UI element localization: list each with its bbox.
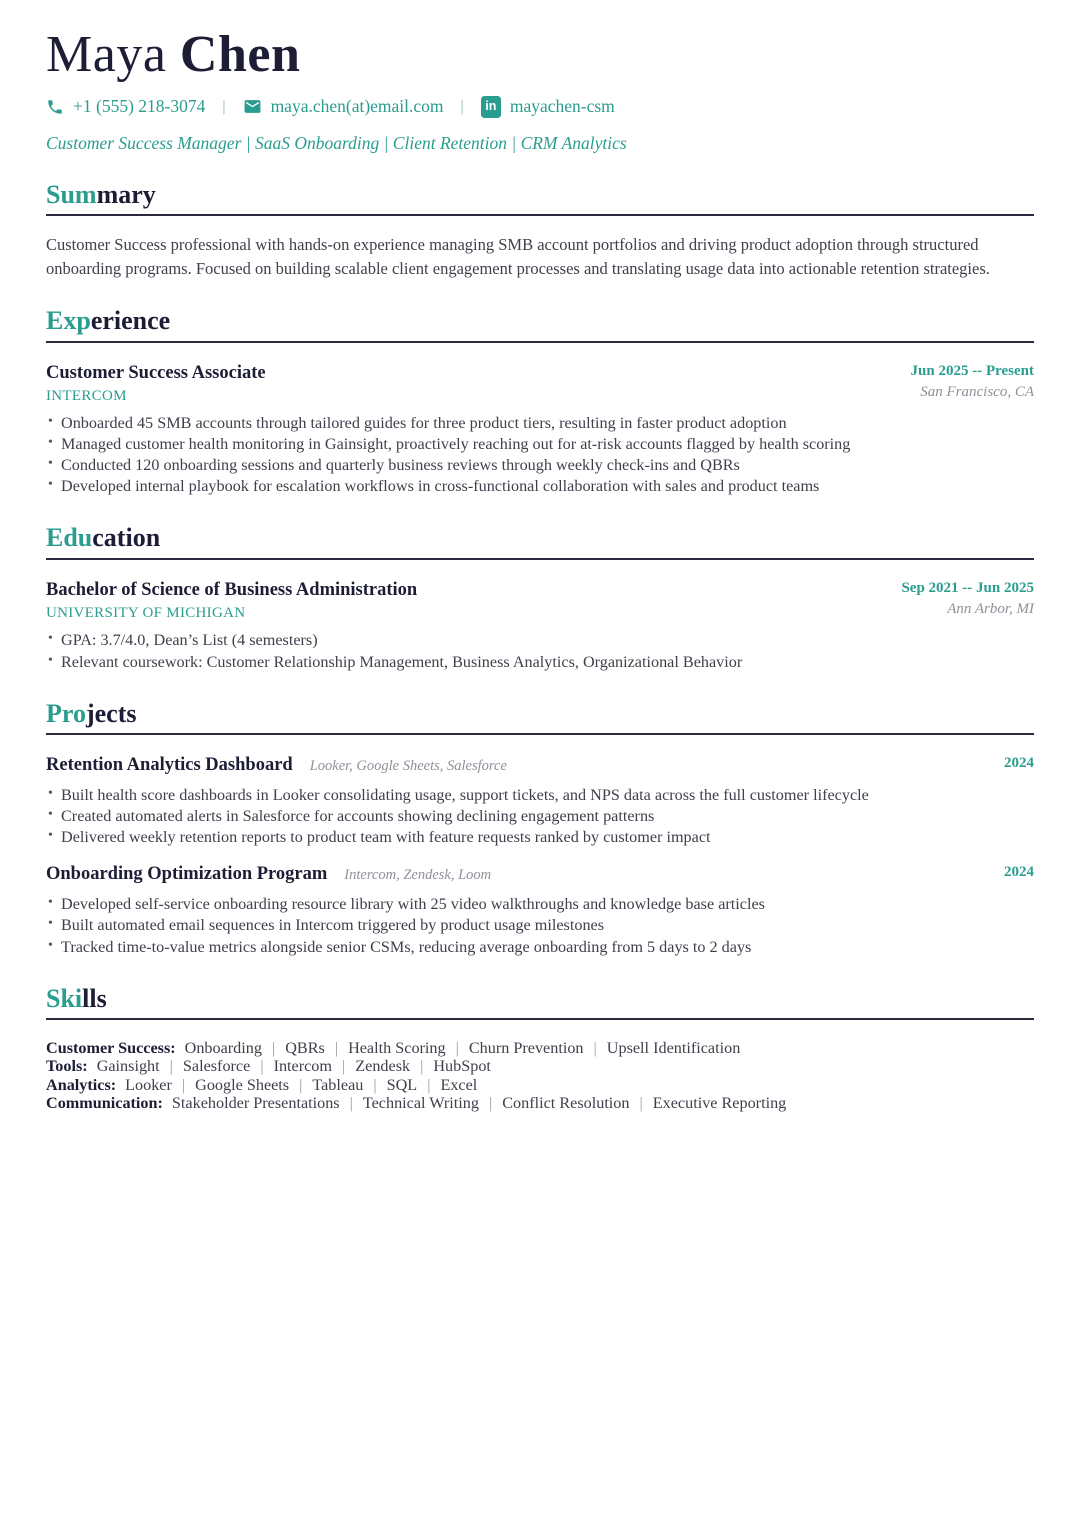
summary-heading: [46, 181, 1034, 216]
skill-item: Technical Writing: [362, 1094, 479, 1113]
experience-bullet: • Onboarded 45 SMB accounts through tailored guides for three product tiers, resulting in faster product adoption: [46, 413, 1034, 434]
skill-item: SQL: [386, 1075, 418, 1094]
skill-separator: |: [181, 1075, 186, 1094]
skill-separator: |: [639, 1094, 643, 1113]
project-entry-left: [46, 754, 507, 776]
skill-item: HubSpot: [433, 1057, 491, 1076]
summary-text: Customer Success professional with hands-on experience managing SMB account portfolios and driving product adoption through structured onboarding programs. Focused on building scalable client engagement processes and translating usage data into actionable retention strategies.: [46, 235, 990, 278]
phone-icon: [46, 98, 64, 116]
skill-row: [46, 1094, 1034, 1112]
education-entry-right: [901, 579, 1034, 618]
skill-separator: |: [349, 1094, 353, 1113]
skill-item: Stakeholder Presentations: [171, 1094, 340, 1113]
experience-bullets: [46, 413, 1034, 497]
skill-category-label: Customer Success:: [46, 1038, 176, 1057]
skill-items: [97, 1057, 491, 1075]
experience-heading-accent: Exp: [46, 306, 91, 336]
skill-item: Salesforce: [182, 1057, 251, 1076]
skill-item: QBRs: [285, 1038, 325, 1057]
job-dates: Jun 2025 -- Present: [910, 362, 1034, 379]
skill-row: [46, 1057, 1034, 1075]
contact-linkedin: [481, 96, 615, 118]
skills-heading-accent: Ski: [46, 983, 83, 1013]
education-bullets: [46, 630, 1034, 672]
project-bullet: • Built automated email sequences in Intercom triggered by product usage milestones: [46, 915, 1034, 936]
contact-phone: [46, 96, 205, 117]
skill-separator: |: [299, 1075, 303, 1094]
project-name: Onboarding Optimization Program: [46, 864, 328, 885]
skills-list: [46, 1039, 1034, 1113]
project-bullet: • Developed self-service onboarding resource library with 25 video walkthroughs and knowledge base articles: [46, 894, 1034, 915]
first-name: Maya: [46, 26, 167, 83]
skill-separator: |: [169, 1057, 173, 1076]
experience-bullet: • Managed customer health monitoring in Gainsight, proactively reaching out for at-risk accounts flagged by health scoring: [46, 434, 1034, 455]
contact-separator: |: [460, 97, 464, 115]
tagline: Customer Success Manager | SaaS Onboarding | Client Retention | CRM Analytics: [46, 132, 627, 153]
project-bullet: • Created automated alerts in Salesforce for accounts showing declining engagement patterns: [46, 806, 1034, 827]
skill-item: Looker: [125, 1075, 172, 1094]
contact-email: [243, 96, 444, 117]
experience-heading-rest: erience: [90, 306, 171, 336]
project-bullet: • Tracked time-to-value metrics alongside senior CSMs, reducing average onboarding from 5 days to 2 days: [46, 937, 1034, 958]
education-entry-left: [46, 579, 417, 622]
skill-item: Upsell Identification: [606, 1038, 741, 1057]
job-title: Customer Success Associate: [46, 362, 266, 383]
project-entry-header: [46, 863, 1034, 885]
section-skills: [46, 985, 1034, 1113]
section-projects: [46, 700, 1034, 958]
skill-items: [172, 1094, 786, 1112]
project-tools: Looker, Google Sheets, Salesforce: [309, 757, 507, 774]
skill-separator: |: [420, 1057, 424, 1076]
education-dates: Sep 2021 -- Jun 2025: [901, 579, 1034, 596]
education-heading-rest: cation: [92, 523, 161, 553]
summary-heading-accent: Sum: [46, 179, 97, 209]
section-education: [46, 524, 1034, 672]
skill-item: Executive Reporting: [652, 1094, 787, 1113]
summary-heading-rest: mary: [96, 179, 156, 209]
contact-separator: |: [222, 97, 226, 115]
skill-separator: |: [593, 1038, 597, 1057]
linkedin-link[interactable]: mayachen-csm: [509, 96, 615, 117]
skill-row: [46, 1039, 1034, 1057]
experience-entry-left: [46, 362, 266, 405]
skill-item: Churn Prevention: [468, 1038, 584, 1057]
candidate-name: [46, 26, 1034, 84]
education-heading: [46, 524, 1034, 559]
linkedin-icon: in: [481, 96, 501, 118]
project-entry: [46, 863, 1034, 957]
skill-item: Zendesk: [355, 1057, 411, 1076]
education-location: Ann Arbor, MI: [947, 600, 1034, 617]
project-entry-header: [46, 754, 1034, 776]
education-bullet: • GPA: 3.7/4.0, Dean’s List (4 semesters): [46, 630, 1034, 651]
skill-separator: |: [342, 1057, 346, 1076]
project-bullet: • Built health score dashboards in Looker consolidating usage, support tickets, and NPS data across the full customer lifecycle: [46, 785, 1034, 806]
skill-separator: |: [334, 1038, 339, 1057]
section-experience: [46, 307, 1034, 497]
resume-header: [46, 26, 1034, 154]
projects-heading-rest: jects: [85, 698, 137, 728]
skill-separator: |: [489, 1094, 493, 1113]
project-year: 2024: [1004, 754, 1034, 771]
skill-separator: |: [373, 1075, 377, 1094]
contact-row: [46, 96, 1034, 118]
skill-separator: |: [260, 1057, 264, 1076]
skill-category-label: Communication:: [46, 1094, 163, 1113]
projects-heading-accent: Pro: [46, 698, 86, 728]
phone-number: +1 (555) 218-3074: [73, 96, 206, 117]
skills-heading-rest: lls: [82, 983, 107, 1013]
project-bullets: [46, 894, 1034, 957]
education-entry-header: [46, 579, 1034, 622]
section-summary: [46, 181, 1034, 280]
school-name: UNIVERSITY OF MICHIGAN: [46, 604, 246, 621]
skill-items: [185, 1039, 741, 1057]
experience-bullet: • Conducted 120 onboarding sessions and quarterly business reviews through weekly check-ins and QBRs: [46, 455, 1034, 476]
experience-heading: [46, 307, 1034, 342]
skill-separator: |: [427, 1075, 431, 1094]
skill-item: Tableau: [312, 1075, 364, 1094]
project-tools: Intercom, Zendesk, Loom: [344, 867, 492, 884]
experience-entry-header: [46, 362, 1034, 405]
email-icon: [243, 97, 262, 116]
skill-separator: |: [455, 1038, 459, 1057]
skill-items: [125, 1076, 477, 1094]
skill-category-label: Analytics:: [46, 1075, 117, 1094]
experience-bullet: • Developed internal playbook for escalation workflows in cross-functional collaboration with sales and product teams: [46, 476, 1034, 497]
project-year: 2024: [1004, 864, 1034, 881]
company-name: INTERCOM: [46, 387, 127, 404]
skill-item: Intercom: [273, 1057, 332, 1076]
education-entry: [46, 579, 1034, 673]
project-bullets: [46, 785, 1034, 848]
experience-entry: [46, 362, 1034, 498]
last-name: Chen: [179, 26, 301, 83]
skill-item: Gainsight: [96, 1057, 160, 1076]
project-entry: [46, 754, 1034, 848]
project-name: Retention Analytics Dashboard: [46, 754, 293, 775]
skill-item: Google Sheets: [195, 1075, 290, 1094]
skill-row: [46, 1076, 1034, 1094]
skill-item: Excel: [440, 1075, 478, 1094]
skills-heading: [46, 985, 1034, 1020]
skill-item: Conflict Resolution: [502, 1094, 630, 1113]
project-entry-left: [46, 863, 491, 885]
skill-separator: |: [271, 1038, 276, 1057]
job-location: San Francisco, CA: [920, 383, 1034, 400]
email-link[interactable]: maya.chen(at)email.com: [270, 96, 444, 117]
skill-category-label: Tools:: [46, 1057, 88, 1076]
skill-item: Onboarding: [184, 1038, 262, 1057]
education-heading-accent: Edu: [46, 523, 93, 553]
degree-title: Bachelor of Science of Business Administration: [46, 579, 418, 600]
projects-heading: [46, 700, 1034, 735]
project-bullet: • Delivered weekly retention reports to product team with feature requests ranked by customer impact: [46, 827, 1034, 848]
experience-entry-right: [911, 362, 1034, 401]
skill-item: Health Scoring: [348, 1038, 446, 1057]
education-bullet: • Relevant coursework: Customer Relationship Management, Business Analytics, Organizational Behavior: [46, 652, 1034, 673]
